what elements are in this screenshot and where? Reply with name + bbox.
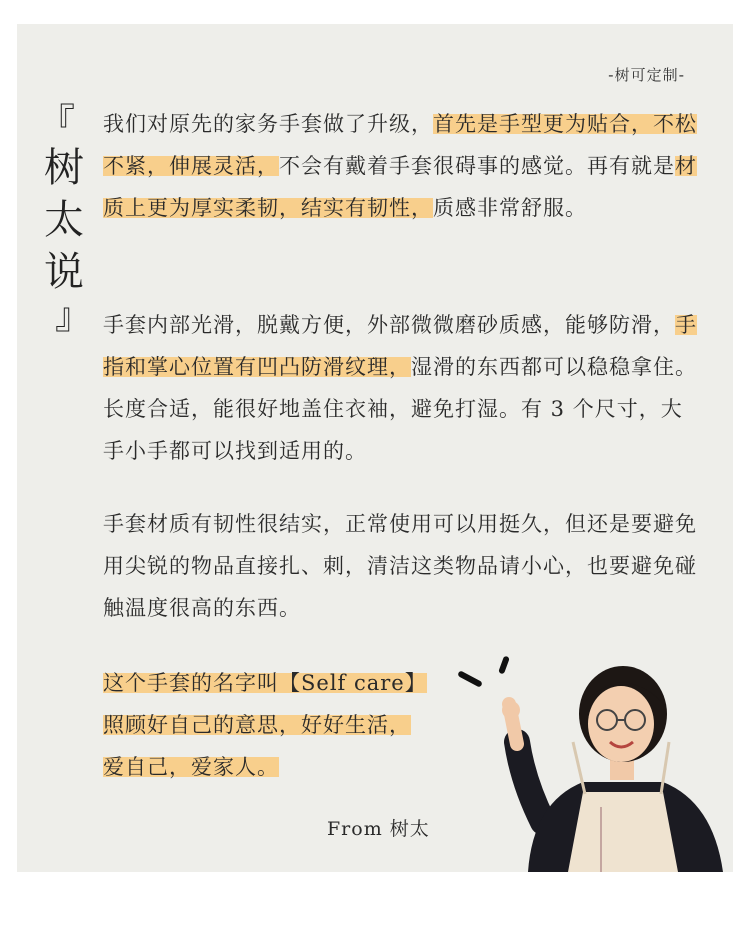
- quote-line-1: 这个手套的名字叫【Self care】: [103, 671, 427, 695]
- signature: From 树太: [327, 818, 430, 840]
- p2-seg: 湿滑的东西都可以稳稳拿住。长度合适，能很好地盖住衣袖，避免打湿。有 3 个尺寸，大手小手都可以找到适用的。: [103, 355, 697, 463]
- p1-seg: 不会有戴着手套很碍事的感觉。再有就是: [279, 154, 675, 178]
- title-close-bracket: 』: [54, 296, 91, 337]
- title-open-bracket: 『: [39, 102, 76, 143]
- p1-highlight: 首先是手型更为贴合，不松不紧，伸展灵活，: [103, 112, 697, 178]
- p1-seg: 我们对原先的家务手套做了升级，: [103, 112, 433, 136]
- glove-name-quote: [103, 662, 427, 788]
- brand-tag: -树可定制-: [608, 66, 685, 84]
- paragraph-care: 手套材质有韧性很结实，正常使用可以用挺久，但还是要避免用尖锐的物品直接扎、刺，清洁这类物品请小心，也要避免碰触温度很高的东西。: [103, 512, 697, 620]
- paragraph-upgrade: [103, 103, 703, 229]
- person-illustration: [473, 632, 733, 872]
- title-char-2: 太: [44, 197, 84, 243]
- p1-highlight: 材质上更为厚实柔韧，结实有韧性，: [103, 154, 697, 220]
- title-char-3: 说: [44, 249, 84, 295]
- p2-seg: 手套内部光滑，脱戴方便，外部微微磨砂质感，能够防滑，: [103, 313, 675, 337]
- p1-seg: 质感非常舒服。: [433, 196, 587, 220]
- quote-line-3: 爱自己，爱家人。: [103, 755, 279, 779]
- p2-highlight: 手指和掌心位置有凹凸防滑纹理，: [103, 313, 697, 379]
- quote-line-2: 照顾好自己的意思，好好生活，: [103, 713, 411, 737]
- title-char-1: 树: [44, 145, 84, 191]
- paragraph-grip: [103, 304, 703, 472]
- side-title: [35, 104, 93, 336]
- content-card: [17, 24, 733, 872]
